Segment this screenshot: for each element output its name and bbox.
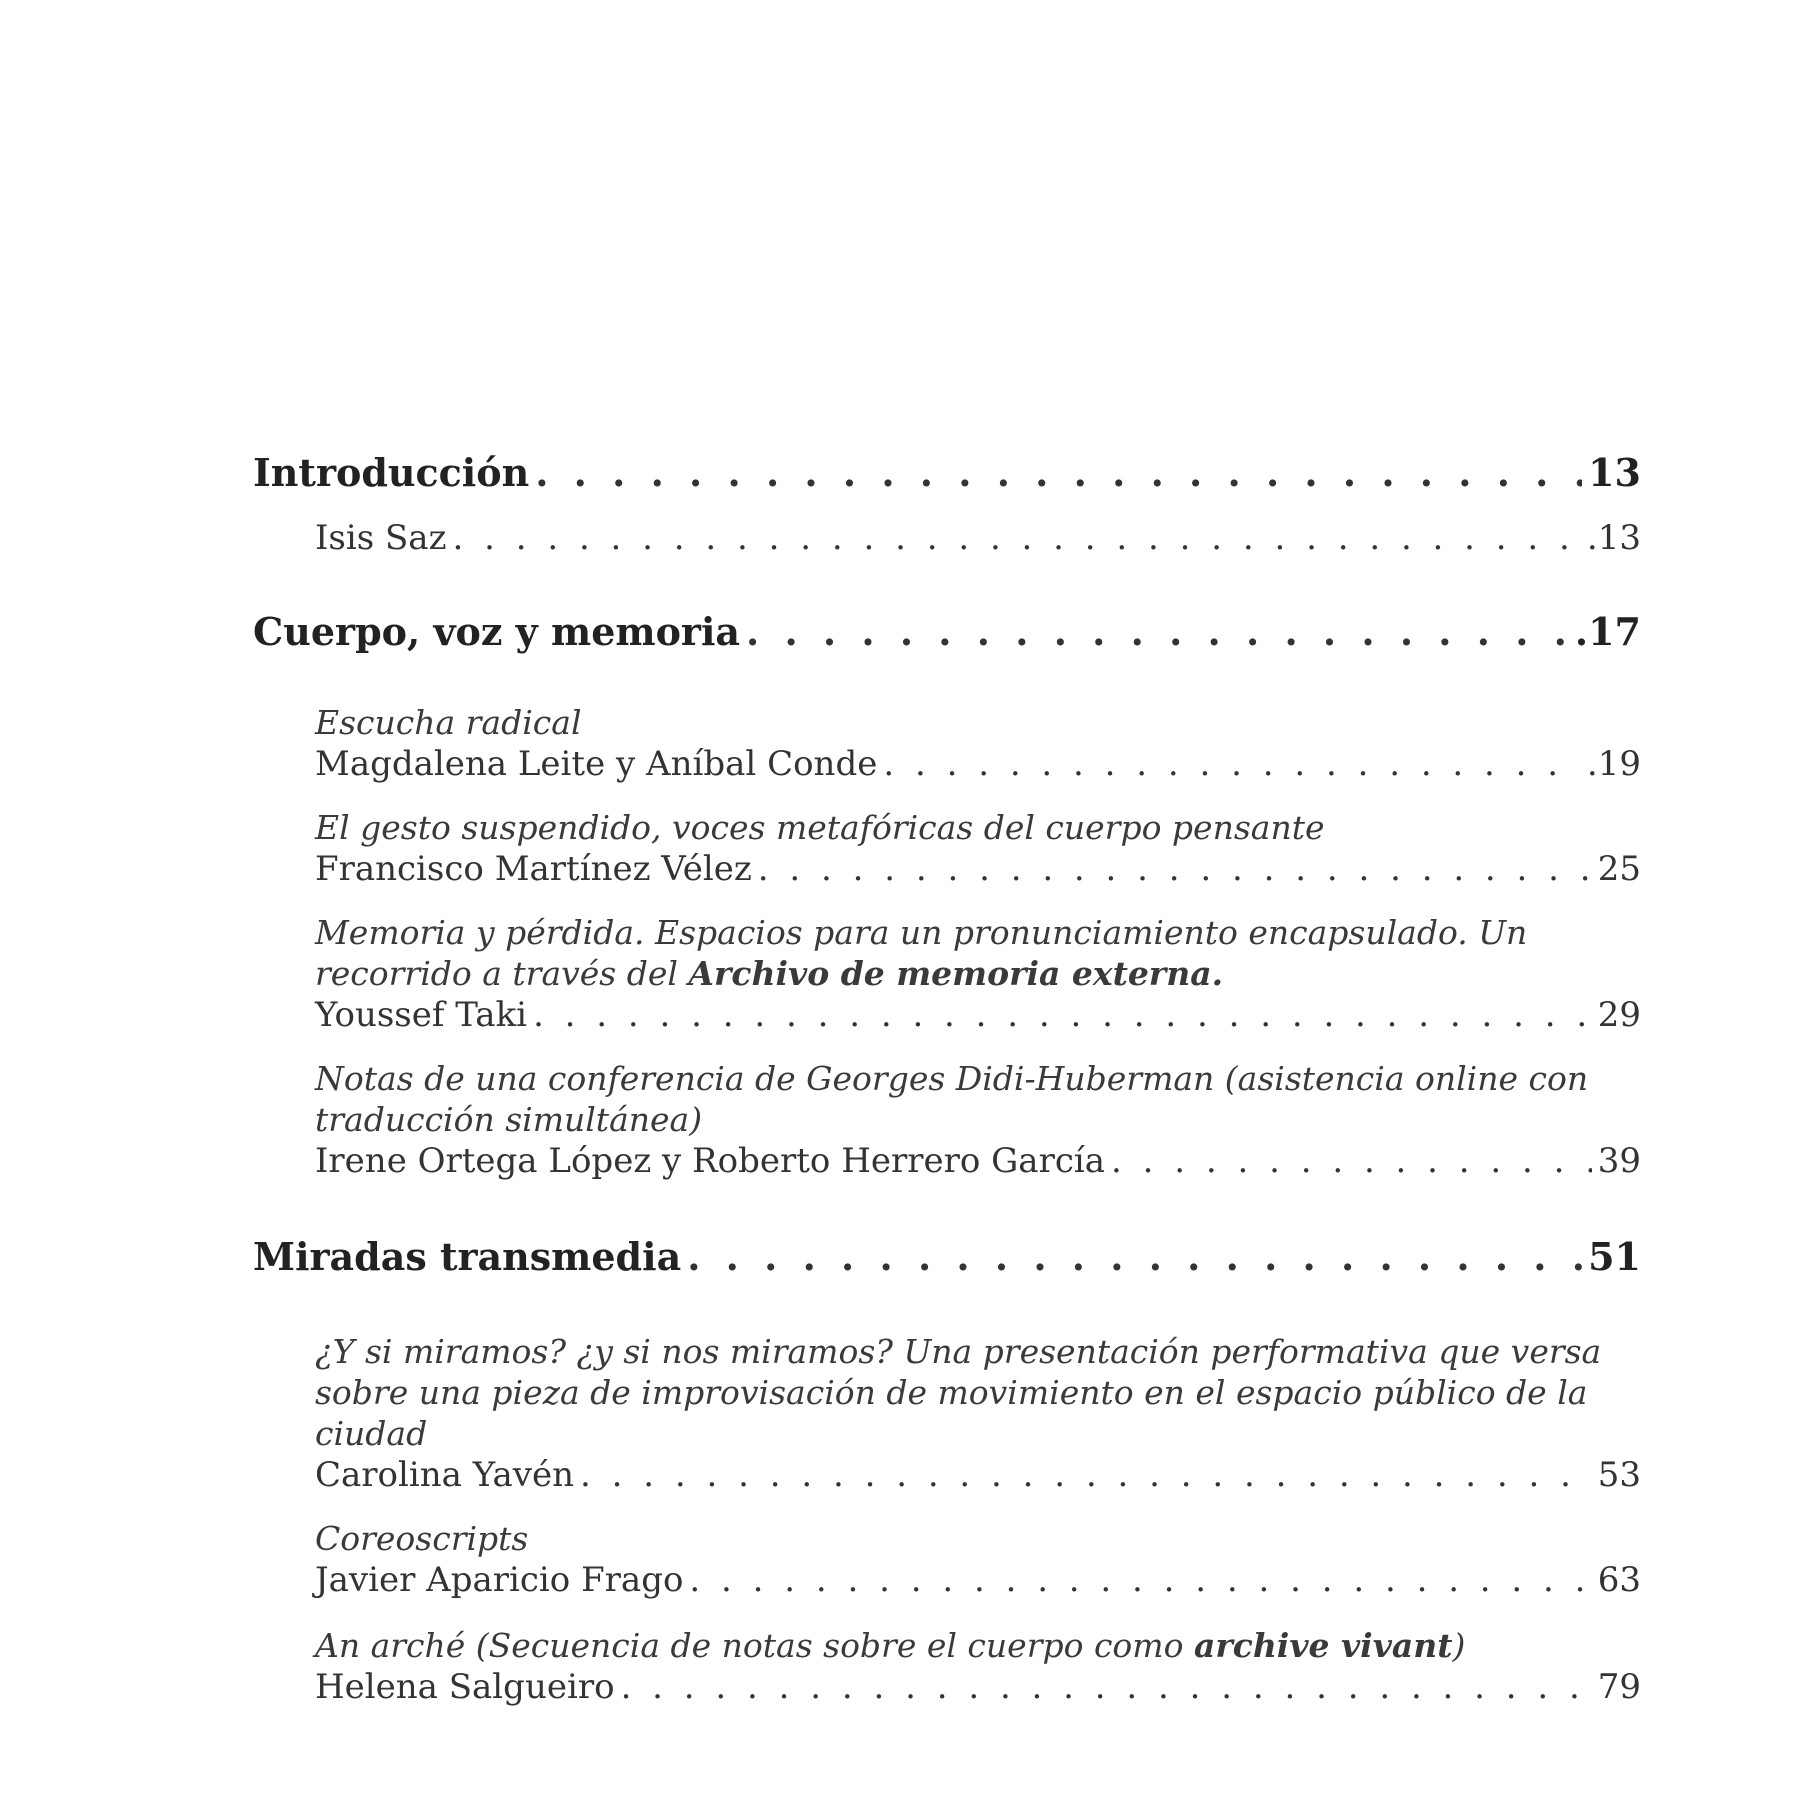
dot-leader bbox=[758, 848, 1592, 890]
page-number: 25 bbox=[1597, 849, 1641, 889]
page-number: .17 bbox=[1574, 609, 1641, 654]
entry-title-line: ciudad bbox=[315, 1414, 428, 1453]
toc-entry[interactable] bbox=[315, 1625, 1641, 1708]
toc-entry[interactable] bbox=[315, 912, 1641, 1036]
page-number: .19 bbox=[1586, 744, 1641, 784]
entry-title-text: An arché (Secuencia de notas sobre el cuerpo como bbox=[315, 1626, 1194, 1665]
toc-section-cuerpo-voz-memoria[interactable] bbox=[253, 609, 1641, 654]
entry-title: Escucha radical bbox=[315, 703, 582, 742]
page-number: 39 bbox=[1597, 1141, 1641, 1181]
entry-author: Isis Saz bbox=[315, 518, 447, 558]
dot-leader bbox=[621, 1666, 1592, 1708]
toc-entry[interactable] bbox=[315, 702, 1641, 785]
dot-leader bbox=[533, 994, 1592, 1036]
page-number: 53 bbox=[1597, 1455, 1641, 1495]
entry-title: Coreoscripts bbox=[315, 1519, 529, 1558]
entry-author: Youssef Taki bbox=[315, 995, 528, 1035]
entry-author: Carolina Yavén bbox=[315, 1455, 575, 1495]
entry-title: El gesto suspendido, voces metafóricas del cuerpo pensante bbox=[315, 808, 1325, 847]
toc-entry[interactable] bbox=[315, 517, 1641, 559]
entry-title-emphasis: archive vivant bbox=[1193, 1626, 1453, 1665]
entry-title-line: traducción simultánea) bbox=[315, 1100, 703, 1139]
dot-leader bbox=[746, 609, 1569, 654]
section-title: Miradas transmedia bbox=[253, 1234, 682, 1279]
entry-author: Francisco Martínez Vélez bbox=[315, 849, 752, 889]
entry-author: Helena Salgueiro bbox=[315, 1667, 615, 1707]
page-number: 51 bbox=[1588, 1234, 1641, 1279]
entry-title-line bbox=[315, 953, 1641, 994]
page-number: 13 bbox=[1588, 450, 1641, 495]
toc-entry[interactable] bbox=[315, 1518, 1641, 1601]
entry-author: Javier Aparicio Frago bbox=[315, 1560, 684, 1600]
toc-entry[interactable] bbox=[315, 1058, 1641, 1182]
section-title: Cuerpo, voz y memoria bbox=[253, 609, 741, 654]
entry-title-line: sobre una pieza de improvisación de movimiento en el espacio público de la bbox=[315, 1373, 1588, 1412]
toc-section-miradas-transmedia[interactable] bbox=[253, 1234, 1641, 1279]
page-number: .13 bbox=[1586, 518, 1641, 558]
entry-author: Irene Ortega López y Roberto Herrero García bbox=[315, 1141, 1106, 1181]
dot-leader bbox=[883, 743, 1581, 785]
dot-leader bbox=[580, 1454, 1592, 1496]
dot-leader bbox=[452, 517, 1580, 559]
toc-entry[interactable] bbox=[315, 1331, 1641, 1496]
entry-title-text: ) bbox=[1452, 1626, 1466, 1665]
entry-title-text: recorrido a través del bbox=[315, 954, 689, 993]
toc-section-introduccion[interactable] bbox=[253, 450, 1641, 495]
dot-leader bbox=[1111, 1140, 1592, 1182]
dot-leader bbox=[689, 1559, 1591, 1601]
entry-title-line: Memoria y pérdida. Espacios para un pronunciamiento encapsulado. Un bbox=[315, 913, 1528, 952]
entry-title-line: ¿Y si miramos? ¿y si nos miramos? Una presentación performativa que versa bbox=[315, 1332, 1602, 1371]
section-title: Introducción bbox=[253, 450, 530, 495]
table-of-contents bbox=[253, 450, 1641, 1708]
entry-title-line bbox=[315, 1625, 1641, 1666]
entry-title-emphasis: Archivo de memoria externa. bbox=[688, 954, 1224, 993]
page-number: 29 bbox=[1597, 995, 1641, 1035]
dot-leader bbox=[535, 450, 1582, 495]
page-number: 63 bbox=[1597, 1560, 1641, 1600]
page-number: 79 bbox=[1597, 1667, 1641, 1707]
toc-entry[interactable] bbox=[315, 807, 1641, 890]
entry-title-line: Notas de una conferencia de Georges Didi-Huberman (asistencia online con bbox=[315, 1059, 1589, 1098]
entry-author: Magdalena Leite y Aníbal Conde bbox=[315, 744, 878, 784]
dot-leader bbox=[687, 1234, 1582, 1279]
